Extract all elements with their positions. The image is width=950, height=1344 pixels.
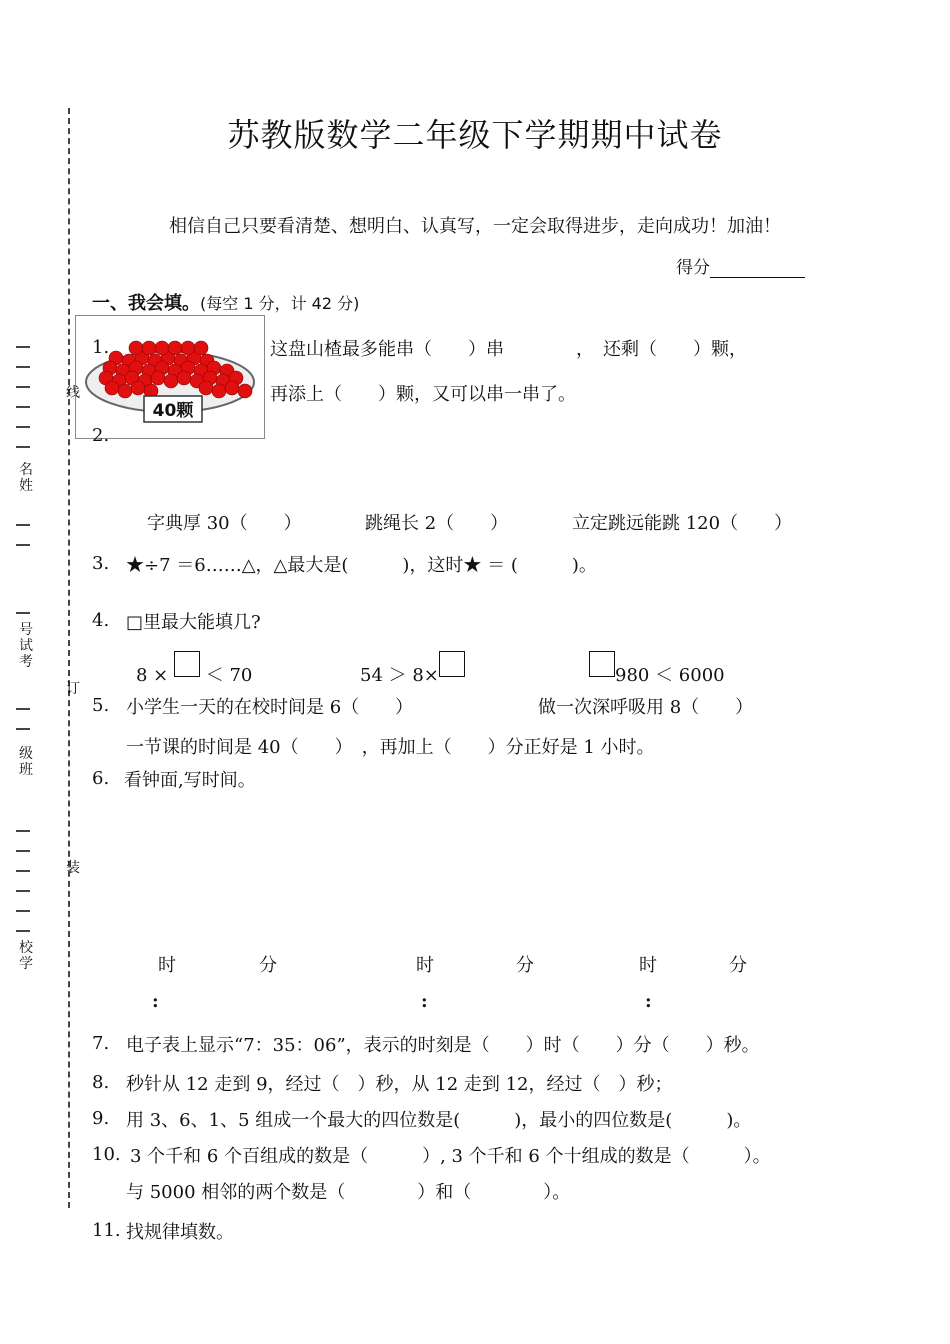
clock3-minute: 分 [729,955,747,976]
berry [131,381,145,395]
q11-number: 11. [92,1220,121,1241]
q6-number: 6. [92,768,110,789]
berry [164,374,178,388]
motto: 相信自己只要看清楚、想明白、认真写，一定会取得进步，走向成功！加油！ [169,216,781,237]
q4-text: □里最大能填几? [126,612,261,633]
side-dash [16,386,30,388]
side-dash [16,612,30,614]
q1-number: 1. [92,337,110,358]
berry [105,381,119,395]
side-dash [16,728,30,730]
section-note: (每空 1 分，计 42 分) [200,294,360,313]
q4-expr-a: 8 × ＜ 70 [136,651,252,687]
q1-line1: 这盘山楂最多能串（ ）串 ， 还剩（ ）颗， [270,339,747,360]
clock2-minute: 分 [516,955,534,976]
q9-number: 9. [92,1108,110,1129]
answer-square[interactable] [439,651,465,677]
q3-text: ★÷7 ＝6……△，△最大是( )，这时★ ＝ ( )。 [126,555,597,576]
berry [212,384,226,398]
q1-line2: 再添上（ ）颗，又可以串一串了。 [270,384,576,405]
side-dash [16,910,30,912]
side-dash [16,544,30,546]
section-heading: 一、我会填。(每空 1 分，计 42 分) [92,293,360,314]
side-field-class: 级 班 [19,746,33,778]
side-dash [16,850,30,852]
berry [225,381,239,395]
q4-expr-b: 54 ＞ 8× [360,651,465,687]
q8-text: 秒针从 12 走到 9，经过（ ）秒，从 12 走到 12，经过（ ）秒； [126,1074,673,1095]
berry [118,384,132,398]
q9-text: 用 3、6、1、5 组成一个最大的四位数是( )，最小的四位数是( )。 [126,1110,752,1131]
side-dash [16,870,30,872]
berry [238,384,252,398]
q2-number: 2. [92,425,110,446]
berry [194,341,208,355]
berry [199,381,213,395]
plate-label: 40颗 [152,401,194,421]
hawthorn-plate-image [76,316,264,438]
side-dash [16,346,30,348]
page-title: 苏教版数学二年级下学期期中试卷 [227,116,723,154]
side-dash [16,366,30,368]
q2-item: 立定跳远能跳 120（ ） [572,513,793,534]
side-dash [16,406,30,408]
side-dash [16,524,30,526]
q7-number: 7. [92,1033,110,1054]
side-dash [16,930,30,932]
side-field-name: 名 姓 [19,462,33,494]
binding-dashed-line [68,108,70,1208]
score-field [676,253,805,278]
q5-number: 5. [92,695,110,716]
q2-item: 跳绳长 2（ ） [365,513,509,534]
q10-number: 10. [92,1144,121,1165]
q5-line1a: 小学生一天的在校时间是 6（ ） [126,697,414,718]
side-dash [16,446,30,448]
clock2-hour: 时 [416,955,434,976]
q3-number: 3. [92,553,110,574]
q4-number: 4. [92,610,110,631]
berry [181,341,195,355]
side-dash [16,426,30,428]
q11-text: 找规律填数。 [126,1222,234,1243]
binding-label-line: 线 [66,385,80,401]
berry [151,371,165,385]
berry [177,371,191,385]
side-field-exam-number: 号 试 考 [19,622,33,670]
clock1-colon: : [152,991,159,1012]
q6-text: 看钟面,写时间。 [124,770,256,791]
clock3-hour: 时 [639,955,657,976]
binding-label-zhuang: 装 [66,860,80,876]
score-blank[interactable] [710,261,805,278]
binding-label-ding: 订 [66,681,80,697]
answer-square[interactable] [174,651,200,677]
clock2-colon: : [421,991,428,1012]
clock3-colon: : [645,991,652,1012]
berry [168,341,182,355]
q10-line1: 3 个千和 6 个百组成的数是（ ）, 3 个千和 6 个十组成的数是（ ）。 [130,1146,771,1167]
side-dash [16,708,30,710]
side-dash [16,830,30,832]
score-label: 得分 [676,258,710,278]
q5-line1b: 做一次深呼吸用 8（ ） [538,697,754,718]
side-field-school: 校 学 [19,940,33,972]
q4-expr-c: 980 ＜ 6000 [589,651,725,687]
berry [129,341,143,355]
clock1-hour: 时 [158,955,176,976]
q5-line2: 一节课的时间是 40（ ） ，再加上（ ）分正好是 1 小时。 [126,737,655,758]
side-dash [16,890,30,892]
q7-text: 电子表上显示“7：35：06”，表示的时刻是（ ）时（ ）分（ ）秒。 [126,1035,760,1056]
answer-square[interactable] [589,651,615,677]
q2-item: 字典厚 30（ ） [147,513,302,534]
q8-number: 8. [92,1072,110,1093]
berry [155,341,169,355]
berry [142,341,156,355]
hawthorn-image-box [75,315,265,439]
clock1-minute: 分 [259,955,277,976]
q10-line2: 与 5000 相邻的两个数是（ ）和（ ）。 [126,1182,571,1203]
